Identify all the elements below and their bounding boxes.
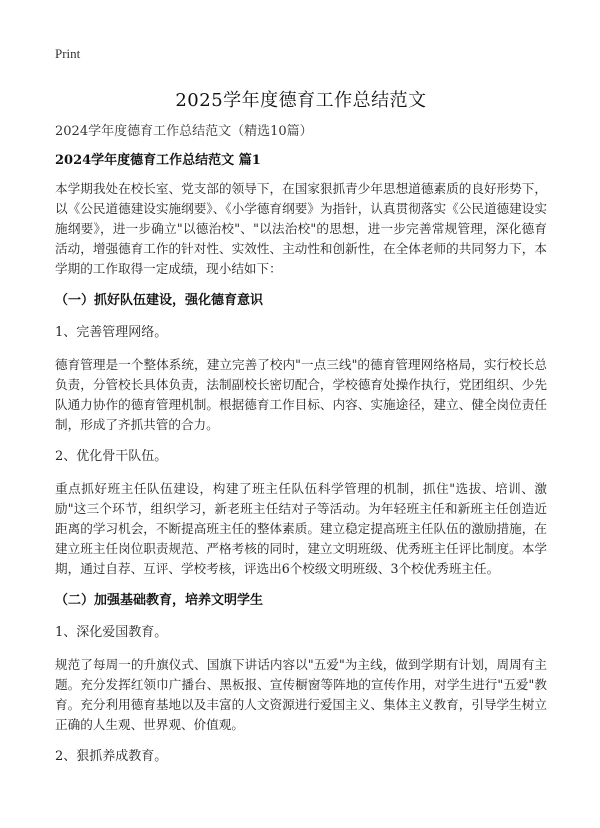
part1-item2: 2、优化骨干队伍。 — [55, 449, 168, 464]
part1-item1: 1、完善管理网络。 — [55, 325, 168, 340]
print-link[interactable]: Print — [55, 46, 81, 61]
section-heading: 2024学年度德育工作总结范文 篇1 — [55, 153, 261, 168]
part1-paragraph1: 德育管理是一个整体系统，建立完善了校内"一点三线"的德育管理网络格局，实行校长总负责，分管校长具体负责，法制副校长密切配合，学校德育处操作执行，党团组织、少先队通力协作的德育管理机制。根据德育工作目标、内容、实施途径，建立、健全岗位责任制，形成了齐抓共管的合力。 — [55, 357, 547, 432]
document-body — [55, 179, 547, 779]
document-subtitle: 2024学年度德育工作总结范文（精选10篇） — [55, 124, 313, 139]
part1-paragraph2: 重点抓好班主任队伍建设，构建了班主任队伍科学管理的机制，抓住"选拔、培训、激励"这三个环节，组织学习，新老班主任结对子等活动。为年轻班主任和新班主任创造近距离的学习机会，不断提高班主任的整体素质。建立稳定提高班主任队伍的激励措施，在建立班主任岗位职责规范、严格考核的同时，建立文明班级、优秀班主任评比制度。本学期，通过自荐、互评、学校考核，评选出6个校级文明班级、3个校优秀班主任。 — [55, 481, 547, 576]
part2-item2: 2、狠抓养成教育。 — [55, 749, 168, 764]
part1-heading: （一）抓好队伍建设，强化德育意识 — [55, 293, 264, 308]
part2-paragraph1: 规范了每周一的升旗仪式、国旗下讲话内容以"五爱"为主线，做到学期有计划，周周有主题。充分发挥红领巾广播台、黑板报、宣传橱窗等阵地的宣传作用，对学生进行"五爱"教育。充分利用德育基地以及丰富的人文资源进行爱国主义、集体主义教育，引导学生树立正确的人生观、世界观、价值观。 — [55, 657, 547, 732]
part2-heading: （二）加强基础教育，培养文明学生 — [55, 593, 264, 608]
page-title: 2025学年度德育工作总结范文 — [175, 90, 427, 111]
part2-item1: 1、深化爱国教育。 — [55, 625, 168, 640]
intro-paragraph: 本学期我处在校长室、党支部的领导下，在国家狠抓青少年思想道德素质的良好形势下，以《公民道德建设实施纲要》、《小学德育纲要》为指针，认真贯彻落实《公民道德建设实施纲要》，进一步确立"以德治校"、"以法治校"的思想，进一步完善常规管理，深化德育活动，增强德育工作的针对性、实效性、主动性和创新性，在全体老师的共同努力下，本学期的工作取得一定成绩，现小结如下： — [55, 181, 547, 276]
